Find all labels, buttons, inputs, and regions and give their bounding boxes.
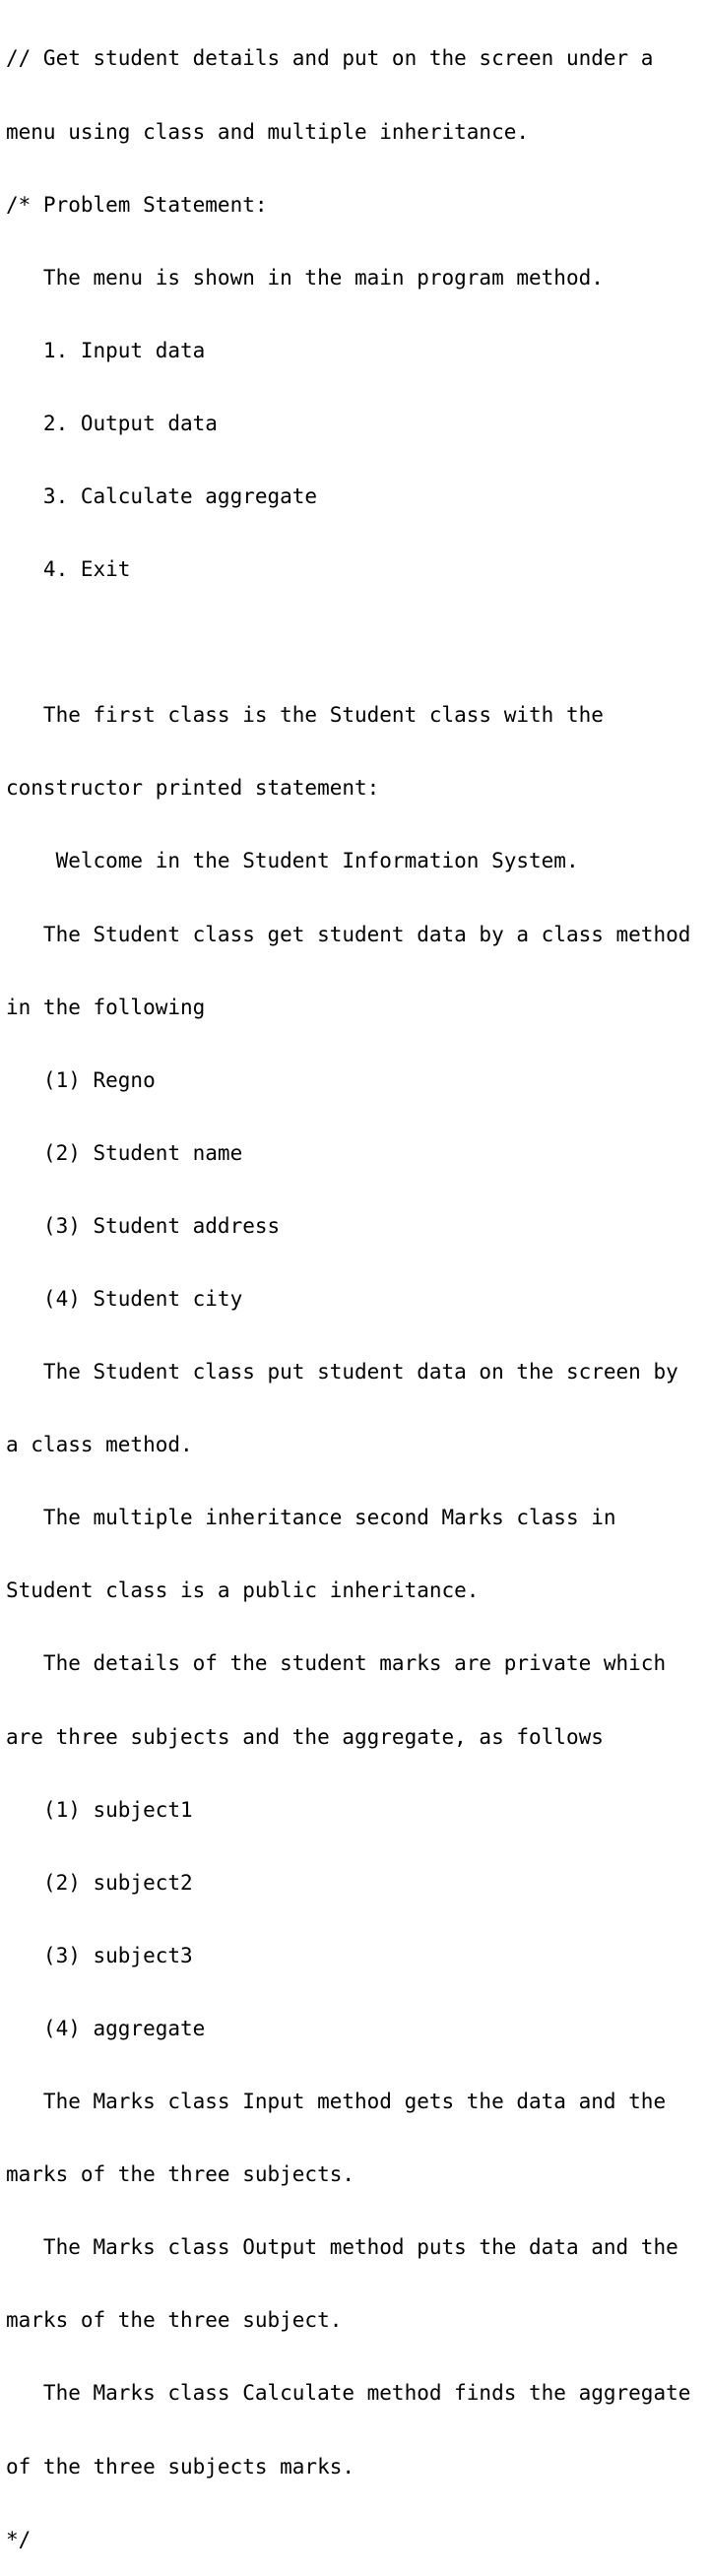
code-line: Student class is a public inheritance. <box>6 1578 480 1603</box>
code-line: (1) Regno <box>6 1067 156 1092</box>
code-line: // Get student details and put on the screen under a <box>6 46 654 71</box>
code-line: The menu is shown in the main program method. <box>6 265 604 290</box>
code-line: 4. Exit <box>6 557 131 582</box>
code-line: The Marks class Calculate method finds the aggregate <box>6 2381 691 2406</box>
code-line: /* Problem Statement: <box>6 192 268 217</box>
code-line: The Student class put student data on the screen by <box>6 1360 678 1385</box>
code-line: (2) Student name <box>6 1140 243 1165</box>
code-line: (3) Student address <box>6 1213 281 1238</box>
code-line: 2. Output data <box>6 411 218 435</box>
code-line: Welcome in the Student Information System. <box>6 849 579 873</box>
code-line: constructor printed statement: <box>6 776 380 801</box>
code-line: menu using class and multiple inheritance. <box>6 119 530 144</box>
code-line: The Student class get student data by a class method <box>6 922 691 946</box>
code-line: of the three subjects marks. <box>6 2454 355 2479</box>
code-line: (4) Student city <box>6 1287 243 1311</box>
code-line: (3) subject3 <box>6 1943 193 1967</box>
code-comment-block <box>6 0 707 2576</box>
code-line: 1. Input data <box>6 338 206 362</box>
code-line: marks of the three subjects. <box>6 2162 355 2187</box>
code-line: a class method. <box>6 1433 193 1457</box>
code-line: 3. Calculate aggregate <box>6 483 318 508</box>
code-line: (2) subject2 <box>6 1870 193 1895</box>
code-line: in the following <box>6 995 206 1019</box>
code-line: The Marks class Input method gets the data and the <box>6 2090 667 2114</box>
code-line: The Marks class Output method puts the data and the <box>6 2235 678 2260</box>
code-line: The details of the student marks are private which <box>6 1651 667 1676</box>
code-line: are three subjects and the aggregate, as follows <box>6 1724 604 1749</box>
code-line: marks of the three subject. <box>6 2308 343 2333</box>
code-line: The multiple inheritance second Marks class in <box>6 1506 616 1530</box>
code-line: (1) subject1 <box>6 1797 193 1822</box>
code-line: The first class is the Student class with the <box>6 703 604 728</box>
code-line: (4) aggregate <box>6 2016 206 2040</box>
code-line <box>6 630 707 655</box>
code-line: */ <box>6 2527 32 2551</box>
